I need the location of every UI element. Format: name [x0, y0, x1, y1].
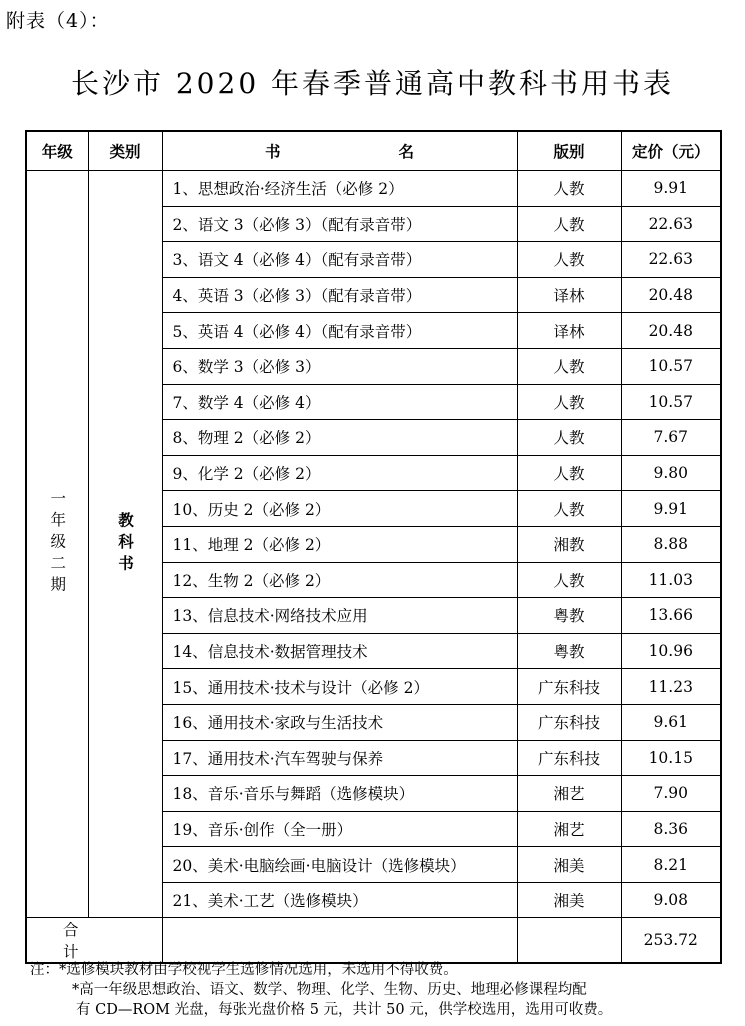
book-publisher: 译林 — [517, 313, 621, 349]
book-publisher: 湘教 — [517, 526, 621, 562]
book-price: 20.48 — [621, 277, 721, 313]
book-name: 6、数学 3（必修 3） — [162, 348, 517, 384]
notes — [30, 960, 720, 1020]
book-publisher: 广东科技 — [517, 740, 621, 776]
header-grade: 年级 — [26, 131, 88, 171]
book-price: 9.80 — [621, 455, 721, 491]
book-price: 10.96 — [621, 633, 721, 669]
book-publisher: 译林 — [517, 277, 621, 313]
book-publisher: 湘美 — [517, 882, 621, 918]
book-name: 17、通用技术·汽车驾驶与保养 — [162, 740, 517, 776]
book-price: 22.63 — [621, 242, 721, 278]
book-name: 3、语文 4（必修 4）（配有录音带） — [162, 242, 517, 278]
book-name: 1、思想政治·经济生活（必修 2） — [162, 171, 517, 207]
book-publisher: 人教 — [517, 242, 621, 278]
header-book-name-a: 书 — [264, 142, 281, 161]
book-price: 22.63 — [621, 206, 721, 242]
book-publisher: 人教 — [517, 455, 621, 491]
note-line: *高一年级思想政治、语文、数学、物理、化学、生物、历史、地理必修课程均配 — [72, 982, 587, 998]
book-publisher: 人教 — [517, 562, 621, 598]
total-label: 合计 — [26, 918, 162, 964]
book-publisher: 粤教 — [517, 598, 621, 634]
book-publisher: 人教 — [517, 348, 621, 384]
header-book-name-b: 名 — [398, 142, 415, 161]
book-price: 7.90 — [621, 776, 721, 812]
total-value: 253.72 — [621, 918, 721, 964]
book-name: 18、音乐·音乐与舞蹈（选修模块） — [162, 776, 517, 812]
note-line: 注：*选修模块教材由学校视学生选修情况选用，未选用不得收费。 — [30, 962, 458, 978]
book-name: 19、音乐·创作（全一册） — [162, 811, 517, 847]
book-publisher: 湘美 — [517, 847, 621, 883]
book-price: 9.08 — [621, 882, 721, 918]
book-name: 4、英语 3（必修 3）（配有录音带） — [162, 277, 517, 313]
total-row — [26, 918, 721, 964]
book-price: 20.48 — [621, 313, 721, 349]
book-publisher: 广东科技 — [517, 704, 621, 740]
book-price: 9.61 — [621, 704, 721, 740]
book-name: 21、美术·工艺（选修模块） — [162, 882, 517, 918]
book-name: 12、生物 2（必修 2） — [162, 562, 517, 598]
book-price: 9.91 — [621, 491, 721, 527]
book-publisher: 湘艺 — [517, 776, 621, 812]
book-name: 20、美术·电脑绘画·电脑设计（选修模块） — [162, 847, 517, 883]
book-price: 8.88 — [621, 526, 721, 562]
header-publisher: 版别 — [517, 131, 621, 171]
book-price: 13.66 — [621, 598, 721, 634]
book-price: 11.23 — [621, 669, 721, 705]
header-price: 定价（元） — [621, 131, 721, 171]
book-name: 16、通用技术·家政与生活技术 — [162, 704, 517, 740]
grade-value: 一年级二期 — [48, 490, 67, 598]
book-publisher: 广东科技 — [517, 669, 621, 705]
category-value: 教科书 — [116, 511, 135, 577]
book-name: 7、数学 4（必修 4） — [162, 384, 517, 420]
book-name: 5、英语 4（必修 4）（配有录音带） — [162, 313, 517, 349]
book-name: 14、信息技术·数据管理技术 — [162, 633, 517, 669]
appendix-label: 附表（4）： — [6, 10, 110, 32]
total-empty-name — [162, 918, 517, 964]
book-price: 10.57 — [621, 384, 721, 420]
book-price: 8.21 — [621, 847, 721, 883]
table-header-row — [26, 131, 721, 171]
note-line: 有 CD—ROM 光盘，每张光盘价格 5 元，共计 50 元，供学校选用，选用可收费。 — [76, 1002, 613, 1018]
grade-cell — [26, 171, 88, 918]
book-name: 8、物理 2（必修 2） — [162, 420, 517, 456]
textbook-table — [25, 130, 722, 964]
book-name: 13、信息技术·网络技术应用 — [162, 598, 517, 634]
header-category: 类别 — [88, 131, 162, 171]
book-price: 9.91 — [621, 171, 721, 207]
book-publisher: 人教 — [517, 206, 621, 242]
book-publisher: 人教 — [517, 171, 621, 207]
book-name: 11、地理 2（必修 2） — [162, 526, 517, 562]
category-cell — [88, 171, 162, 918]
header-book-name — [162, 131, 517, 171]
table-row — [26, 171, 721, 207]
book-price: 8.36 — [621, 811, 721, 847]
book-name: 10、历史 2（必修 2） — [162, 491, 517, 527]
book-publisher: 粤教 — [517, 633, 621, 669]
book-name: 9、化学 2（必修 2） — [162, 455, 517, 491]
book-price: 10.15 — [621, 740, 721, 776]
book-name: 15、通用技术·技术与设计（必修 2） — [162, 669, 517, 705]
book-price: 10.57 — [621, 348, 721, 384]
page-title: 长沙市 2020 年春季普通高中教科书用书表 — [70, 67, 675, 100]
book-name: 2、语文 3（必修 3）（配有录音带） — [162, 206, 517, 242]
book-publisher: 人教 — [517, 420, 621, 456]
total-empty-publisher — [517, 918, 621, 964]
book-publisher: 湘艺 — [517, 811, 621, 847]
book-price: 11.03 — [621, 562, 721, 598]
book-price: 7.67 — [621, 420, 721, 456]
book-publisher: 人教 — [517, 384, 621, 420]
book-publisher: 人教 — [517, 491, 621, 527]
